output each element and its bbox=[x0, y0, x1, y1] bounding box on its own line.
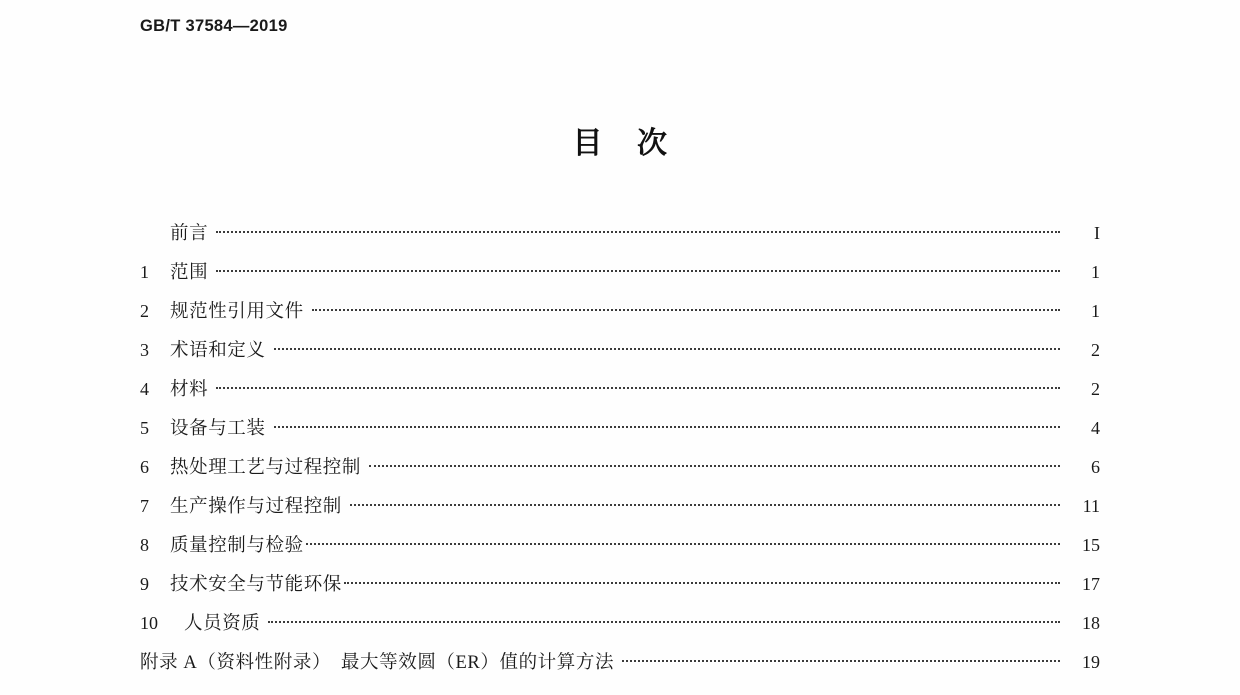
toc-leader-dots bbox=[268, 611, 1060, 630]
toc-entry-number: 3 bbox=[140, 340, 149, 360]
toc-entry-number: 10 bbox=[140, 613, 158, 633]
toc-entry-number: 6 bbox=[140, 457, 149, 477]
toc-leader-dots bbox=[274, 338, 1060, 357]
toc-entry-label: 术语和定义 bbox=[170, 341, 266, 361]
toc-entry-label: 生产操作与过程控制 bbox=[170, 497, 342, 517]
toc-entry-label: 材料 bbox=[170, 380, 209, 400]
toc-entry-page: 6 bbox=[1091, 457, 1100, 477]
toc-entry-page: 2 bbox=[1091, 340, 1100, 360]
toc-entry-page: 17 bbox=[1082, 574, 1100, 594]
toc-entry-label: 规范性引用文件 bbox=[170, 302, 304, 322]
toc-entry-label: 人员资质 bbox=[184, 614, 261, 634]
toc-leader-dots bbox=[216, 221, 1060, 240]
toc-entry-page: 4 bbox=[1091, 418, 1100, 438]
toc-entry-page: 11 bbox=[1082, 496, 1100, 516]
toc-entry-number: 2 bbox=[140, 301, 149, 321]
toc-entry-page: 2 bbox=[1091, 379, 1100, 399]
toc-leader-dots bbox=[369, 455, 1060, 474]
toc-entry-page: 19 bbox=[1082, 652, 1100, 672]
toc-entry-5[interactable] bbox=[140, 414, 1100, 453]
toc-entry-number: 4 bbox=[140, 379, 149, 399]
toc-entry-label: 附录 A（资料性附录） 最大等效圆（ER）值的计算方法 bbox=[140, 653, 615, 673]
toc-leader-dots bbox=[216, 377, 1060, 396]
toc-leader-dots bbox=[622, 650, 1060, 669]
toc-entry-number: 5 bbox=[140, 418, 149, 438]
standard-code-header: GB/T 37584—2019 bbox=[140, 17, 288, 35]
toc-entry-8[interactable] bbox=[140, 531, 1100, 570]
toc-entry-2[interactable] bbox=[140, 297, 1100, 336]
toc-entry-page: 18 bbox=[1082, 613, 1100, 633]
toc-leader-dots bbox=[306, 533, 1060, 552]
toc-entry-label: 技术安全与节能环保 bbox=[170, 575, 342, 595]
toc-entry-annex-a[interactable] bbox=[140, 648, 1100, 687]
toc-entry-10[interactable] bbox=[140, 609, 1100, 648]
toc-leader-dots bbox=[344, 572, 1060, 591]
toc-entry-number: 9 bbox=[140, 574, 149, 594]
toc-entry-label: 范围 bbox=[170, 263, 209, 283]
toc-leader-dots bbox=[274, 416, 1060, 435]
toc-entry-label: 质量控制与检验 bbox=[170, 536, 304, 556]
page-title bbox=[0, 118, 1240, 162]
toc-leader-dots bbox=[350, 494, 1060, 513]
toc-heading-right: 次 bbox=[637, 127, 668, 160]
toc-entry-label: 热处理工艺与过程控制 bbox=[170, 458, 362, 478]
toc-entry-4[interactable] bbox=[140, 375, 1100, 414]
toc-entry-number: 7 bbox=[140, 496, 149, 516]
toc-entry-number: 8 bbox=[140, 535, 149, 555]
toc-leader-dots bbox=[216, 260, 1060, 279]
toc-leader-dots bbox=[312, 299, 1060, 318]
toc-entry-page: 1 bbox=[1091, 262, 1100, 282]
toc-entry-preface[interactable] bbox=[140, 219, 1100, 258]
toc-entry-label: 设备与工装 bbox=[170, 419, 266, 439]
toc-entry-label: 前言 bbox=[170, 224, 209, 244]
toc-entry-6[interactable] bbox=[140, 453, 1100, 492]
table-of-contents bbox=[140, 219, 1100, 687]
toc-entry-9[interactable] bbox=[140, 570, 1100, 609]
toc-entry-page: 15 bbox=[1082, 535, 1100, 555]
toc-entry-page: I bbox=[1094, 223, 1100, 243]
toc-entry-number: 1 bbox=[140, 262, 149, 282]
toc-entry-7[interactable] bbox=[140, 492, 1100, 531]
toc-entry-3[interactable] bbox=[140, 336, 1100, 375]
toc-entry-page: 1 bbox=[1091, 301, 1100, 321]
toc-entry-1[interactable] bbox=[140, 258, 1100, 297]
toc-heading-left: 目 bbox=[572, 127, 603, 160]
